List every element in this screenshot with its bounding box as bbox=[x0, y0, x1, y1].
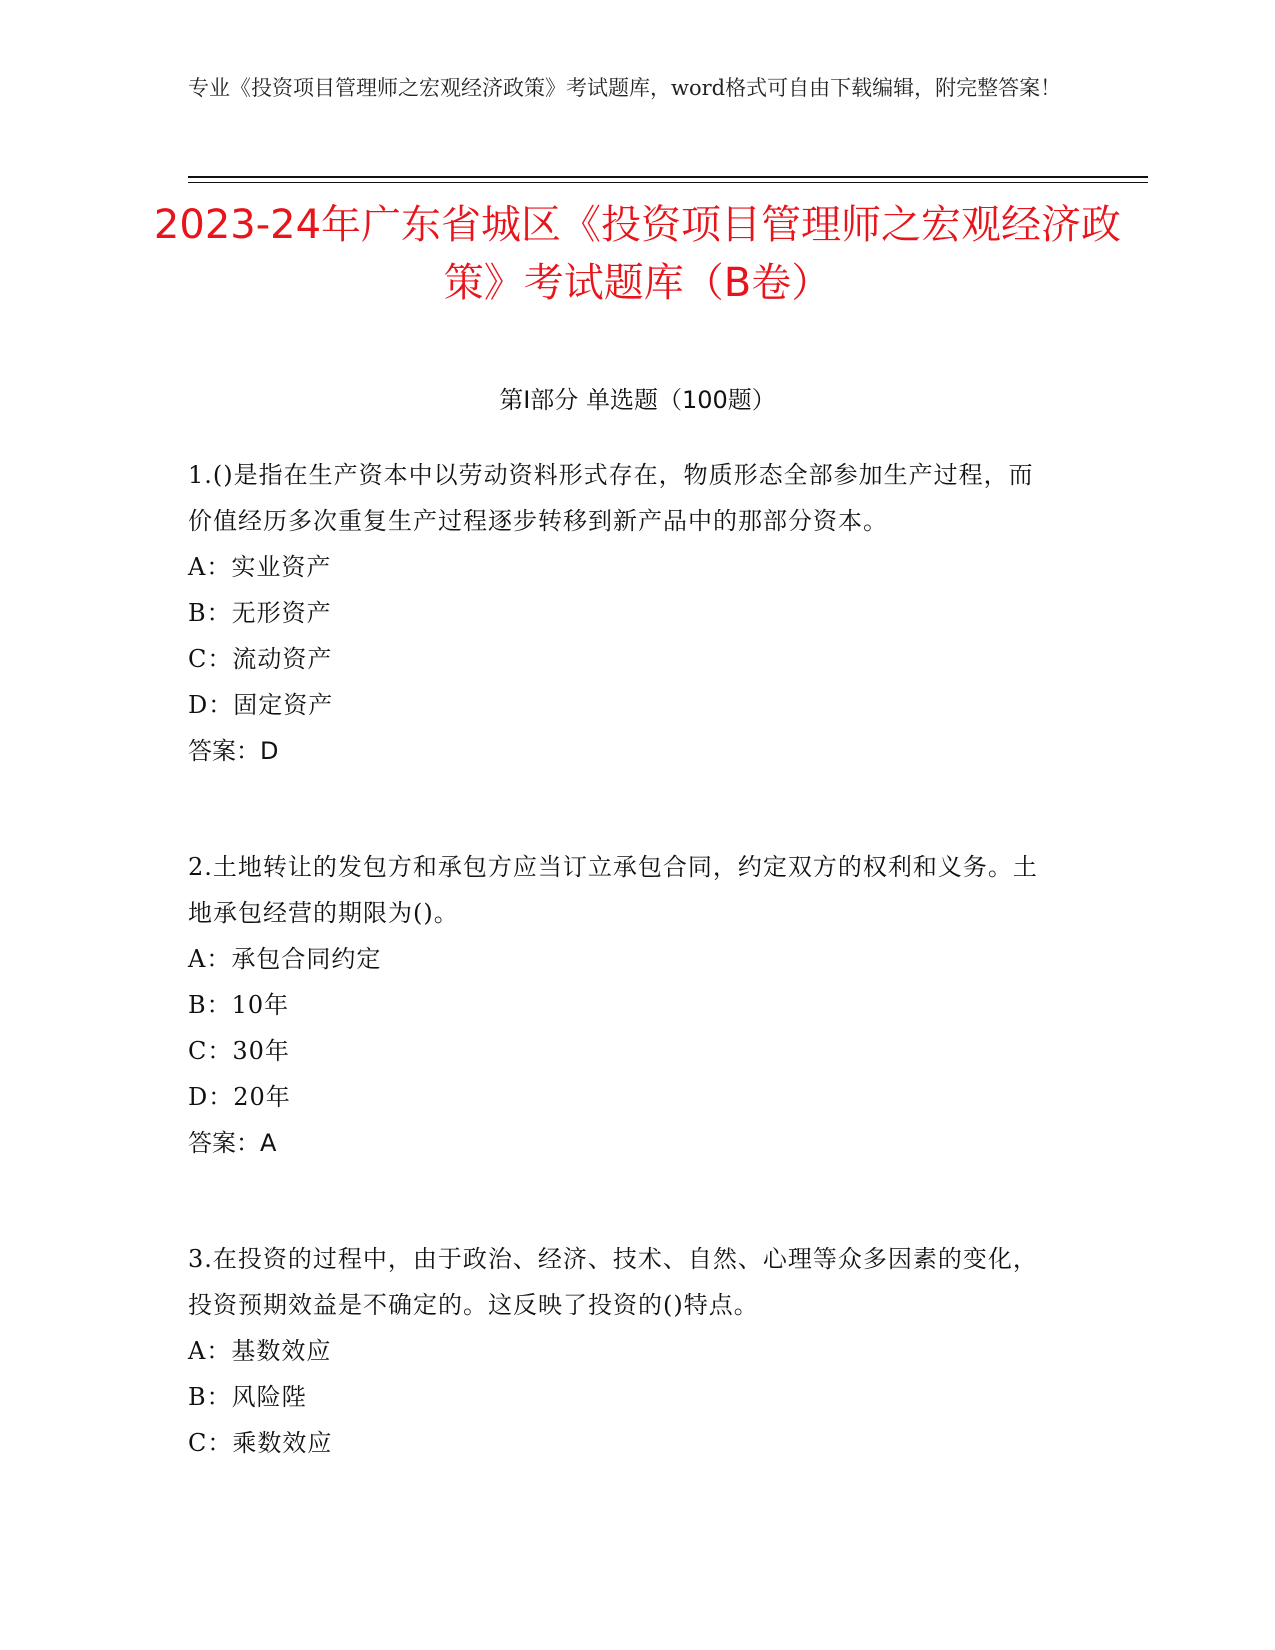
option-b: B：无形资产 bbox=[188, 599, 332, 627]
answer-label: 答案：D bbox=[188, 737, 279, 765]
option-c: C：乘数效应 bbox=[188, 1429, 333, 1457]
option-d: D：固定资产 bbox=[188, 691, 334, 719]
option-c: C：流动资产 bbox=[188, 645, 333, 673]
question-1 bbox=[188, 452, 1058, 774]
option-a: A：实业资产 bbox=[188, 553, 332, 581]
question-2 bbox=[188, 844, 1058, 1166]
option-b: B：风险陛 bbox=[188, 1383, 307, 1411]
option-d: D：20年 bbox=[188, 1083, 291, 1111]
question-stem: 3.在投资的过程中，由于政治、经济、技术、自然、心理等众多因素的变化，投资预期效益是不确定的。这反映了投资的()特点。 bbox=[188, 1245, 1038, 1319]
question-3 bbox=[188, 1236, 1058, 1466]
option-a: A：承包合同约定 bbox=[188, 945, 382, 973]
option-c: C：30年 bbox=[188, 1037, 290, 1065]
question-stem: 2.土地转让的发包方和承包方应当订立承包合同，约定双方的权利和义务。土地承包经营的期限为()。 bbox=[188, 853, 1038, 927]
question-stem: 1.()是指在生产资本中以劳动资料形式存在，物质形态全部参加生产过程，而价值经历多次重复生产过程逐步转移到新产品中的那部分资本。 bbox=[188, 461, 1034, 535]
header-divider-thick bbox=[188, 176, 1148, 178]
option-b: B：10年 bbox=[188, 991, 290, 1019]
document-title: 2023-24年广东省城区《投资项目管理师之宏观经济政策》考试题库（B卷） bbox=[153, 202, 1122, 306]
section-title: 第Ⅰ部分 单选题（100题） bbox=[499, 386, 776, 414]
header-note: 专业《投资项目管理师之宏观经济政策》考试题库，word格式可自由下载编辑，附完整答案！ bbox=[188, 76, 1062, 100]
header-divider-thin bbox=[188, 182, 1148, 183]
answer-label: 答案：A bbox=[188, 1129, 277, 1157]
option-a: A：基数效应 bbox=[188, 1337, 332, 1365]
